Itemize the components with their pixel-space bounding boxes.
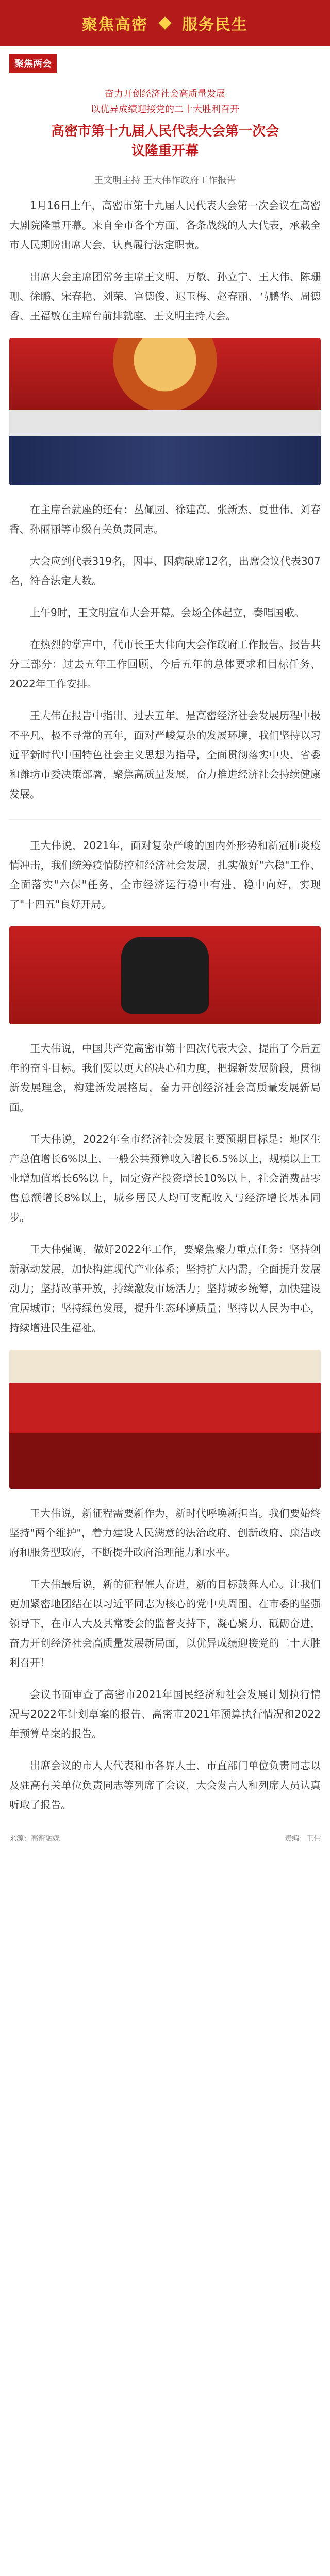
paragraph: 上午9时，王文明宣布大会开幕。会场全体起立，奏唱国歌。 [30, 606, 305, 619]
paragraph: 王大伟说，2022年全市经济社会发展主要预期目标是：地区生产总值增长6%以上，一般公共预算收入增长6.5%以上，规模以上工业增加值增长6%以上，固定资产投资增长10%以上，社会消费品零售总额增长8%以上，城乡居民人均可支配收入与经济增长基本同步。 [9, 1133, 321, 1224]
header-banner [0, 0, 330, 46]
paragraph: 在主席台就座的还有：丛佩园、徐建高、张新杰、夏世伟、刘春香、孙丽丽等市级有关负责同志。 [9, 503, 321, 535]
audience-seats [9, 436, 321, 485]
paragraph: 大会应到代表319名，因事、因病缺席12名，出席会议代表307名，符合法定人数。 [9, 555, 321, 587]
paragraph: 1月16日上午，高密市第十九届人民代表大会第一次会议在高密大剧院隆重开幕。来自全市各个方面、各条战线的人大代表，承载全市人民期盼出席大会，认真履行法定职责。 [9, 199, 321, 251]
speaker-silhouette [121, 937, 209, 1014]
byline: 王文明主持 王大伟作政府工作报告 [94, 175, 236, 186]
paragraph: 出席大会主席团常务主席王文明、万敏、孙立宁、王大伟、陈珊珊、徐鹏、宋春艳、刘荣、宫德俊、迟玉梅、赵春丽、马鹏华、周德香、王福敏在主席台前排就座，王文明主持大会。 [9, 270, 321, 322]
section-tag: 聚焦两会 [9, 54, 57, 73]
delegates-photo [9, 1350, 321, 1489]
paragraph: 王大伟在报告中指出，过去五年，是高密经济社会发展历程中极不平凡、极不寻常的五年，面对严峻复杂的发展环境，我们坚持以习近平新时代中国特色社会主义思想为指导，全面贯彻落实中央、省委和潍坊市委决策部署，聚焦高质量发展，奋力推进经济社会持续健康发展。 [9, 709, 321, 800]
heading-line-1: 奋力开创经济社会高质量发展 [105, 89, 225, 99]
paragraph: 王大伟强调，做好2022年工作，要聚焦聚力重点任务：坚持创新驱动发展，加快构建现代产业体系；坚持扩大内需，全面提升发展动力；坚持改革开放，持续激发市场活力；坚持城乡统筹，加快建设宜居城市；坚持绿色发展，提升生态环境质量；坚持以人民为中心，持续增进民生福祉。 [9, 1243, 321, 1334]
banner-left-text: 聚焦高密 [82, 16, 148, 34]
paragraph: 在热烈的掌声中，代市长王大伟向大会作政府工作报告。报告共分三部分：过去五年工作回顾、今后五年的总体要求和目标任务、2022年工作安排。 [9, 638, 321, 690]
footer [9, 1833, 321, 1843]
heading-line-2: 以优异成绩迎接党的二十大胜利召开 [91, 104, 239, 115]
paragraph: 会议书面审查了高密市2021年国民经济和社会发展计划执行情况与2022年计划草案的报告、高密市2021年预算执行情况和2022年预算草案的报告。 [9, 1688, 321, 1740]
footer-editor: 责编：王伟 [285, 1835, 321, 1843]
headline-title [0, 122, 330, 161]
stage [9, 410, 321, 436]
speaker-photo [9, 926, 321, 1024]
article-heading [0, 87, 330, 161]
paragraph: 王大伟说，新征程需要新作为，新时代呼唤新担当。我们要始终坚持"两个维护"，着力建设人民满意的法治政府、创新政府、廉洁政府和服务型政府，不断提升政府治理能力和水平。 [9, 1507, 321, 1558]
divider [9, 819, 321, 820]
banner-right-text: 服务民生 [182, 16, 248, 34]
footer-source: 来源：高密融媒 [9, 1835, 60, 1843]
headline-title-line-2: 议隆重开幕 [131, 143, 199, 159]
paragraph: 出席会议的市人大代表和市各界人士、市直部门单位负责同志以及驻高有关单位负责同志等列席了会议，大会发言人和列席人员认真听取了报告。 [9, 1759, 321, 1811]
meeting-hall-photo [9, 338, 321, 485]
headline-title-line-1: 高密市第十九届人民代表大会第一次会 [51, 124, 279, 139]
diamond-icon [158, 16, 171, 29]
paragraph: 王大伟说，2021年，面对复杂严峻的国内外形势和新冠肺炎疫情冲击，我们统筹疫情防控和经济社会发展，扎实做好"六稳"工作、全面落实"六保"任务，全市经济运行稳中有进、稳中向好，实现了"十四五"良好开局。 [9, 839, 321, 910]
paragraph: 王大伟说，中国共产党高密市第十四次代表大会，提出了今后五年的奋斗目标。我们要以更大的决心和力度，把握新发展阶段，贯彻新发展理念，构建新发展格局，奋力开创经济社会高质量发展新局面。 [9, 1042, 321, 1113]
paragraph: 王大伟最后说，新的征程催人奋进，新的目标鼓舞人心。让我们更加紧密地团结在以习近平同志为核心的党中央周围，在市委的坚强领导下，在市人大及其常委会的监督支持下，凝心聚力、砥砺奋进，奋力开创经济社会高质量发展新局面，以优异成绩迎接党的二十大胜利召开！ [9, 1578, 321, 1669]
